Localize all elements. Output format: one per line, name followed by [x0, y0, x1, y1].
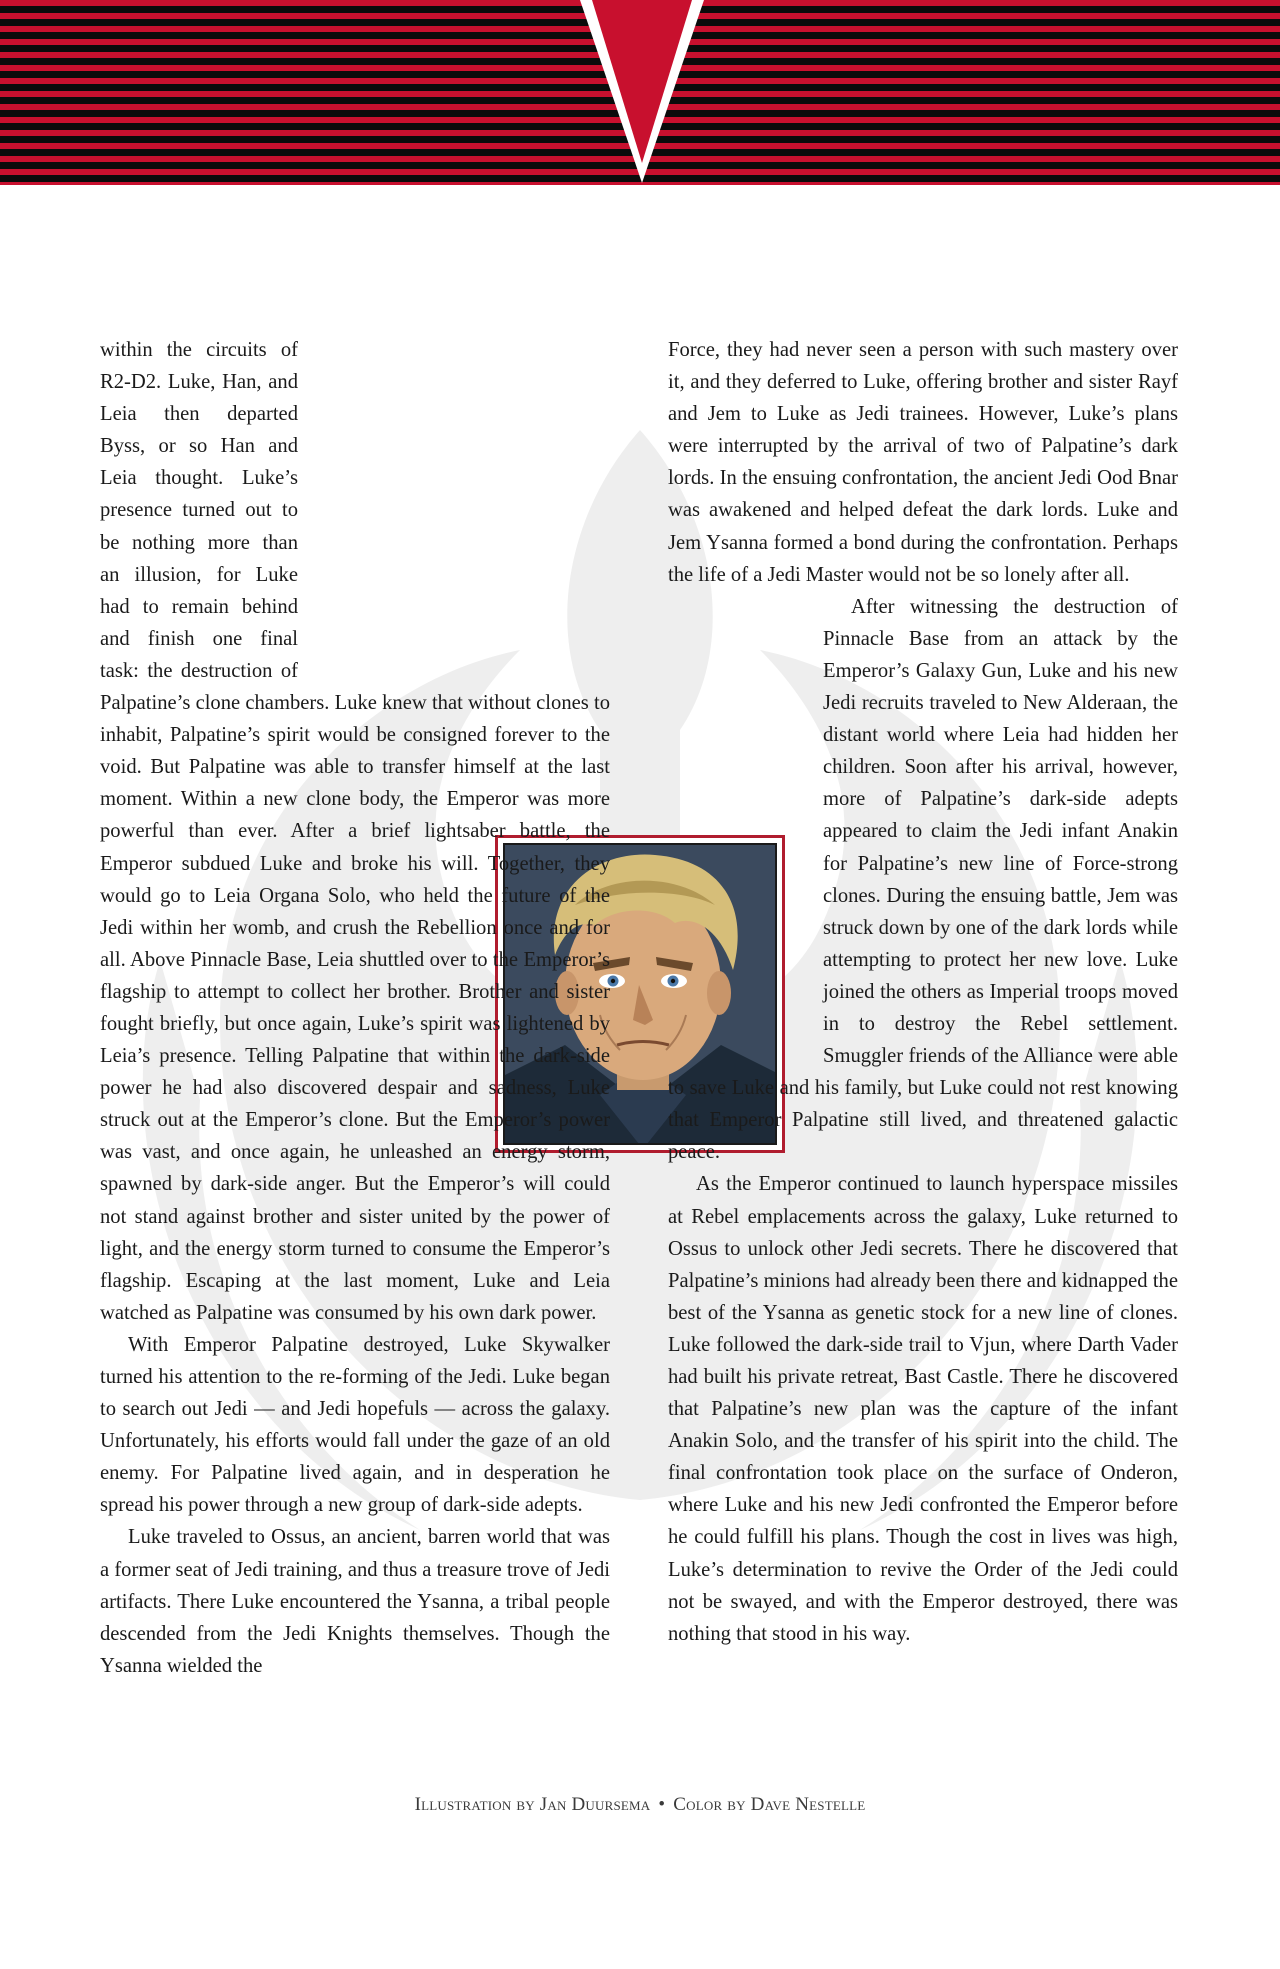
left-paragraph-2: With Emperor Palpatine destroyed, Luke Skywalker turned his attention to the re-forming of the Jedi. Luke began to search out Jedi — and Jedi hopefuls — across the galaxy. Unfortunately, his efforts would fall under the gaze of an old enemy. For Palpatine lived again, and in desperation he spread his power through a new group of dark-side adepts.	[100, 1333, 610, 1517]
right-paragraph-2	[668, 591, 1178, 1169]
right-paragraph-2-text: After witnessing the destruction of Pinnacle Base from an attack by the Emperor’s Galaxy Gun, Luke and his new Jedi recruits traveled to New Alderaan, the distant world where Leia had hidden her children. Soon after his arrival, however, more of Palpatine’s dark-side adepts appeared to claim the Jedi infant Anakin for Palpatine’s new line of Force-strong clones. During the ensuing battle, Jem was struck down by one of the dark lords while attempting to protect her new love. Luke joined the others as Imperial troops moved in to destroy the Rebel settlement. Smuggler friends of the Alliance were able to save Luke and his family, but Luke could not rest knowing that Emperor Palpatine still lived, and threatened galactic peace.	[668, 595, 1178, 1164]
header-stripe-band	[0, 0, 1280, 185]
color-credit: Color by Dave Nestelle	[673, 1794, 866, 1815]
illustration-credits	[0, 1794, 1280, 1816]
right-paragraph-1: Force, they had never seen a person with such mastery over it, and they deferred to Luke, offering brother and sister Rayf and Jem to Luke as Jedi trainees. However, Luke’s plans were interrupted by the arrival of two of Palpatine’s dark lords. In the ensuing confrontation, the ancient Jedi Ood Bnar was awakened and helped defeat the dark lords. Luke and Jem Ysanna formed a bond during the confrontation. Perhaps the life of a Jedi Master would not be so lonely after all.	[668, 339, 1178, 586]
credit-separator: •	[658, 1794, 666, 1815]
left-paragraph-3: Luke traveled to Ossus, an ancient, barren world that was a former seat of Jedi training, and thus a treasure trove of Jedi artifacts. There Luke encountered the Ysanna, a tribal people descended from the Jedi Knights themselves. Though the Ysanna wielded the	[100, 1526, 610, 1677]
left-paragraph-1-text: within the circuits of R2-D2. Luke, Han, and Leia then departed Byss, or so Han and Leia thought. Luke’s presence turned out to be nothing more than an illusion, for Luke had to remain behind and finish one final task: the destruction of Palpatine’s clone chambers. Luke knew that without clones to inhabit, Palpatine’s spirit would be consigned forever to the void. But Palpatine was able to transfer himself at the last moment. Within a new clone body, the Emperor was more powerful than ever. After a brief lightsaber battle, the Emperor subdued Luke and broke his will. Together, they would go to Leia Organa Solo, who held the future of the Jedi within her womb, and crush the Rebellion once and for all. Above Pinnacle Base, Leia shuttled over to the Emperor’s flagship to attempt to collect her brother. Brother and sister fought briefly, but once again, Luke’s spirit was lightened by Leia’s presence. Telling Palpatine that within the dark-side power he had also discovered despair and sadness, Luke struck out at the Emperor’s clone. But the Emperor’s power was vast, and once again, he unleashed an energy storm, spawned by dark-side anger. But the Emperor’s will could not stand against brother and sister united by the power of light, and the energy storm turned to consume the Emperor’s flagship. Escaping at the last moment, Luke and Leia watched as Palpatine was consumed by his own dark power.	[100, 339, 610, 1324]
right-paragraph-3: As the Emperor continued to launch hyperspace missiles at Rebel emplacements across the galaxy, Luke returned to Ossus to unlock other Jedi secrets. There he discovered that Palpatine’s minions had already been there and kidnapped the best of the Ysanna as genetic stock for a new line of clones. Luke followed the dark-side trail to Vjun, where Darth Vader had built his private retreat, Bast Castle. There he discovered that Palpatine’s new plan was the capture of the infant Anakin Solo, and the transfer of his spirit into the child. The final confrontation took place on the surface of Onderon, where Luke and his new Jedi confronted the Emperor before he could fulfill his plans. Though the cost in lives was high, Luke’s determination to revive the Order of the Jedi could not be swayed, and with the Emperor destroyed, there was nothing that stood in his way.	[668, 1173, 1178, 1645]
left-text-column	[100, 334, 610, 1682]
left-paragraph-1	[100, 334, 610, 1329]
header-chevron-icon	[0, 0, 1280, 185]
illustration-credit: Illustration by Jan Duursema	[414, 1794, 651, 1815]
right-text-column	[668, 334, 1178, 1650]
